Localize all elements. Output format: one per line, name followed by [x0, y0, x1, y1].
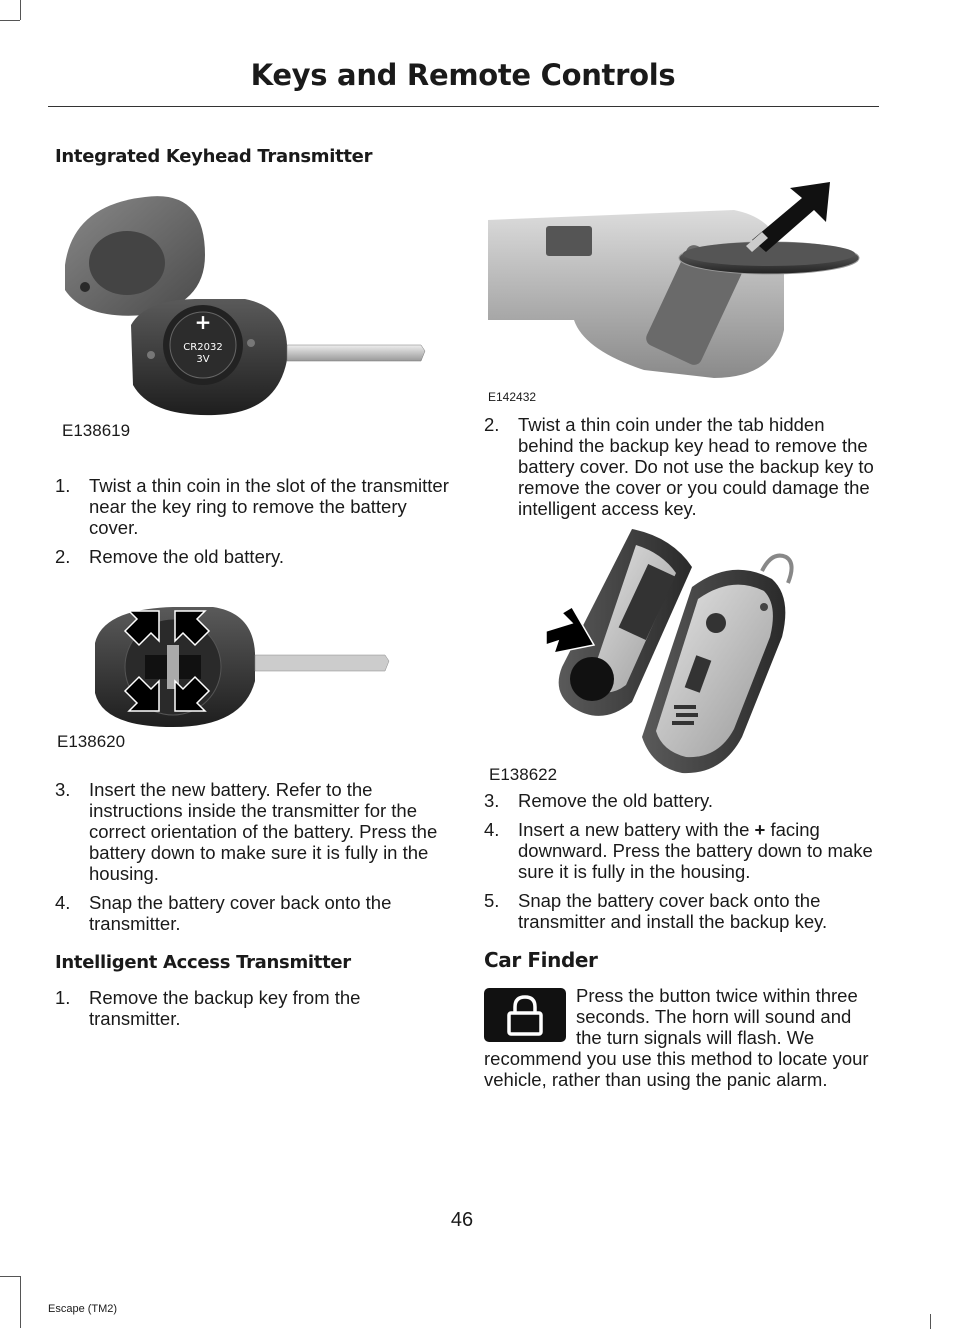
figure-e138622	[484, 527, 879, 785]
figure-label: E142432	[488, 390, 537, 404]
list-item: 3. Insert the new battery. Refer to the instructions inside the transmitter for the correct orientation of the battery. Press the battery down to make sure it is fully in the housing.	[55, 779, 438, 884]
steps-list	[55, 987, 450, 1029]
battery-voltage: 3V	[196, 354, 210, 365]
header-divider	[48, 106, 879, 107]
crop-mark	[20, 0, 21, 20]
footer-model: Escape (TM2)	[48, 1303, 118, 1315]
page-title: Keys and Remote Controls	[250, 58, 676, 92]
arrow-icon	[746, 182, 830, 252]
list-item: 1. Remove the backup key from the transmitter.	[55, 987, 361, 1029]
intelligent-access-heading: Intelligent Access Transmitter	[55, 952, 351, 973]
car-finder-text: Press the button twice within three seconds. The horn will sound and the turn signals will flash. We recommend you use this method to locate your vehicle, rather than using the panic alarm.	[484, 985, 869, 1090]
integrated-keyhead-heading: Integrated Keyhead Transmitter	[55, 146, 373, 167]
list-item: 4. Insert a new battery with the + facing downward. Press the battery down to make sure it is fully in the housing.	[484, 819, 873, 882]
coin-removing-cover-illustration	[484, 180, 874, 385]
battery-plus: +	[194, 310, 212, 334]
list-item: 5. Snap the battery cover back onto the transmitter and install the backup key.	[484, 890, 828, 932]
steps-list	[484, 414, 879, 519]
key-battery-cover-illustration	[55, 195, 435, 417]
figure-e138620	[55, 603, 450, 763]
intelligent-key-open-illustration	[542, 527, 842, 777]
page-number: 46	[450, 1209, 474, 1231]
crop-mark	[0, 1276, 20, 1277]
figure-e138619	[55, 195, 450, 441]
crop-mark	[0, 20, 20, 21]
figure-e142432	[484, 180, 879, 402]
figure-label: E138622	[489, 765, 558, 784]
right-column	[484, 180, 879, 1090]
left-column	[55, 146, 450, 1037]
list-item: 2. Remove the old battery.	[55, 546, 285, 567]
steps-list	[55, 475, 450, 567]
lock-icon	[505, 994, 545, 1036]
key-battery-compartment-illustration	[93, 603, 433, 731]
list-item: 3. Remove the old battery.	[484, 790, 714, 811]
lock-button-symbol	[484, 988, 566, 1042]
crop-mark	[930, 1314, 931, 1329]
list-item: 1. Twist a thin coin in the slot of the transmitter near the key ring to remove the battery cover.	[55, 475, 449, 538]
list-item: 2. Twist a thin coin under the tab hidden behind the backup key head to remove the battery cover. Do not use the backup key to remove the cover or you could damage the intelligent access key.	[484, 414, 874, 519]
list-item: 4. Snap the battery cover back onto the transmitter.	[55, 892, 392, 934]
battery-model: CR2032	[183, 342, 223, 353]
figure-label: E138619	[62, 421, 131, 440]
figure-label: E138620	[57, 732, 126, 751]
car-finder-section	[484, 985, 879, 1090]
plus-symbol: +	[754, 819, 766, 840]
steps-list	[484, 790, 879, 932]
steps-list	[55, 779, 450, 934]
crop-mark	[20, 1276, 21, 1328]
car-finder-heading: Car Finder	[484, 948, 598, 972]
